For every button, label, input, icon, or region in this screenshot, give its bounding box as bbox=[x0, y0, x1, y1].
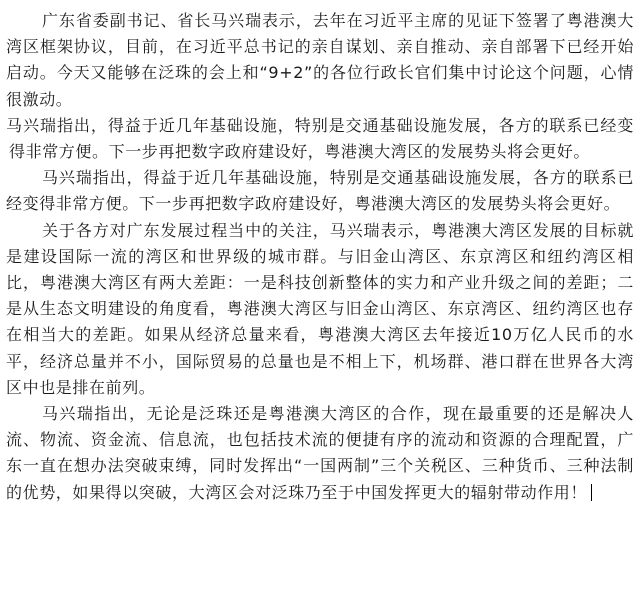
paragraph-2: 马兴瑞指出，得益于近几年基础设施，特别是交通基础设施发展，各方的联系已经变得非常方便。下一步再把数字政府建设好，粤港澳大湾区的发展势头将会更好。 bbox=[6, 115, 634, 162]
paragraph-5 bbox=[6, 401, 634, 506]
paragraph-3: 马兴瑞指出，得益于近几年基础设施，特别是交通基础设施发展，各方的联系已经变得非常方便。下一步再把数字政府建设好，粤港澳大湾区的发展势头将会更好。 bbox=[6, 168, 634, 214]
paragraph-5-text: 马兴瑞指出，无论是泛珠还是粤港澳大湾区的合作，现在最重要的还是解决人流、物流、资金流、信息流，也包括技术流的便捷有序的流动和资源的合理配置，广东一直在想办法突破束缚，同时发挥出“一国两制”三个关税区、三种货币、三种法制的优势，如果得以突破，大湾区会对泛珠乃至于中国发挥更大的辐射带动作用！ bbox=[6, 404, 634, 502]
paragraph-4: 关于各方对广东发展过程当中的关注，马兴瑞表示，粤港澳大湾区发展的目标就是建设国际一流的湾区和世界级的城市群。与旧金山湾区、东京湾区和纽约湾区相比，粤港澳大湾区有两大差距：一是科技创新整体的实力和产业升级之间的差距；二是从生态文明建设的角度看，粤港澳大湾区与旧金山湾区、东京湾区、纽约湾区也存在相当大的差距。如果从经济总量来看，粤港澳大湾区去年接近10万亿人民币的水平，经济总量并不小，国际贸易的总量也是不相上下，机场群、港口群在世界各大湾区中也是排在前列。 bbox=[6, 220, 634, 397]
text-cursor bbox=[591, 484, 592, 501]
paragraph-1: 广东省委副书记、省长马兴瑞表示，去年在习近平主席的见证下签署了粤港澳大湾区框架协议，目前，在习近平总书记的亲自谋划、亲自推动、亲自部署下已经开始启动。今天又能够在泛珠的会上和“9+2”的各位行政长官们集中讨论这个问题，心情很激动。 bbox=[6, 11, 634, 109]
document-body[interactable] bbox=[6, 8, 634, 506]
